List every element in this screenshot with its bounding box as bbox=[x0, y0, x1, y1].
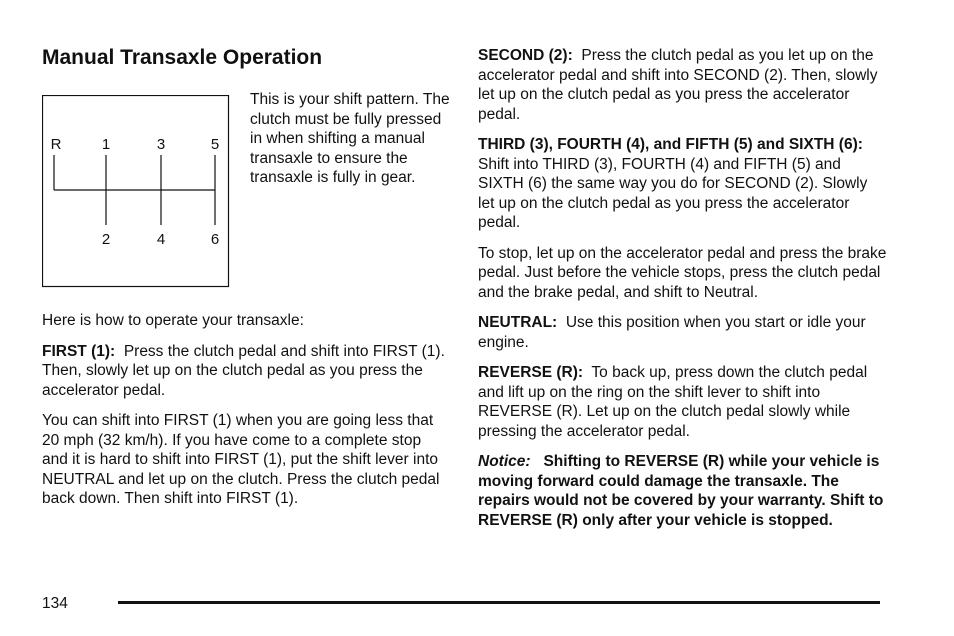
stop-paragraph: To stop, let up on the accelerator pedal and press the brake pedal. Just before the vehicle stops, press the clutch pedal and the brake pedal, and shift to Neutral. bbox=[478, 244, 887, 301]
how-to-text: Here is how to operate your transaxle: bbox=[42, 312, 304, 329]
first-gear-label: FIRST (1): bbox=[42, 342, 116, 360]
second-gear-text: Press the clutch pedal as you let up on the accelerator pedal and shift into SECOND (2). Then, slowly let up on the clutch pedal as you press the accelerator pedal. bbox=[478, 47, 878, 123]
footer-rule bbox=[118, 601, 880, 604]
neutral-text: Use this position when you start or idle your engine. bbox=[478, 314, 866, 351]
reverse-label: REVERSE (R): bbox=[478, 364, 584, 381]
gear-label-r: R bbox=[50, 136, 62, 153]
gear-label-2: 2 bbox=[101, 231, 111, 248]
second-gear-label: SECOND (2): bbox=[478, 47, 573, 64]
gear-label-6: 6 bbox=[210, 231, 220, 248]
first-gear-text: Press the clutch pedal and shift into FIRST (1). Then, slowly let up on the clutch pedal as you press the accelerator pedal. bbox=[42, 342, 445, 399]
reverse-paragraph bbox=[478, 363, 888, 441]
left-column bbox=[42, 311, 447, 520]
notice-paragraph bbox=[478, 452, 888, 530]
neutral-label: NEUTRAL: bbox=[478, 314, 558, 331]
gear-label-1: 1 bbox=[101, 136, 111, 153]
neutral-paragraph bbox=[478, 313, 888, 352]
third-sixth-gear-label: THIRD (3), FOURTH (4), and FIFTH (5) and SIXTH (6): bbox=[478, 136, 863, 153]
gear-label-5: 5 bbox=[210, 136, 220, 153]
notice-label: Notice: bbox=[478, 453, 531, 470]
right-column bbox=[478, 46, 888, 541]
first-gear-extra: You can shift into FIRST (1) when you are going less that 20 mph (32 km/h). If you have come to a complete stop and it is hard to shift into FIRST (1), put the shift lever into NEUTRAL and let up on the clutch. Press the clutch pedal back down. Then shift into FIRST (1). bbox=[42, 412, 440, 507]
notice-text: Shifting to REVERSE (R) while your vehicle is moving forward could damage the transaxle. The repairs would not be covered by your warranty. Shift to REVERSE (R) only after your vehicle is stopped. bbox=[478, 453, 884, 529]
first-gear-paragraph bbox=[42, 342, 447, 401]
second-gear-paragraph bbox=[478, 46, 888, 124]
page-title: Manual Transaxle Operation bbox=[42, 46, 323, 69]
gear-label-4: 4 bbox=[156, 231, 166, 248]
reverse-text: To back up, press down the clutch pedal and lift up on the ring on the shift lever to shift into REVERSE (R). Let up on the clutch pedal slowly while pressing the accelerator pedal. bbox=[478, 364, 868, 440]
third-sixth-gear-text: Shift into THIRD (3), FOURTH (4) and FIFTH (5) and SIXTH (6) the same way you do for SECOND (2). Slowly let up on the clutch pedal as you press the accelerator pedal. bbox=[478, 155, 868, 231]
diagram-frame bbox=[43, 96, 229, 287]
third-sixth-gear-paragraph bbox=[478, 135, 888, 233]
shift-pattern-intro: This is your shift pattern. The clutch must be fully pressed in when shifting a manual transaxle to ensure the transaxle is fully in gear. bbox=[250, 91, 450, 186]
page-number: 134 bbox=[42, 595, 68, 612]
shift-pattern-diagram bbox=[42, 95, 232, 289]
gear-label-3: 3 bbox=[156, 136, 166, 153]
